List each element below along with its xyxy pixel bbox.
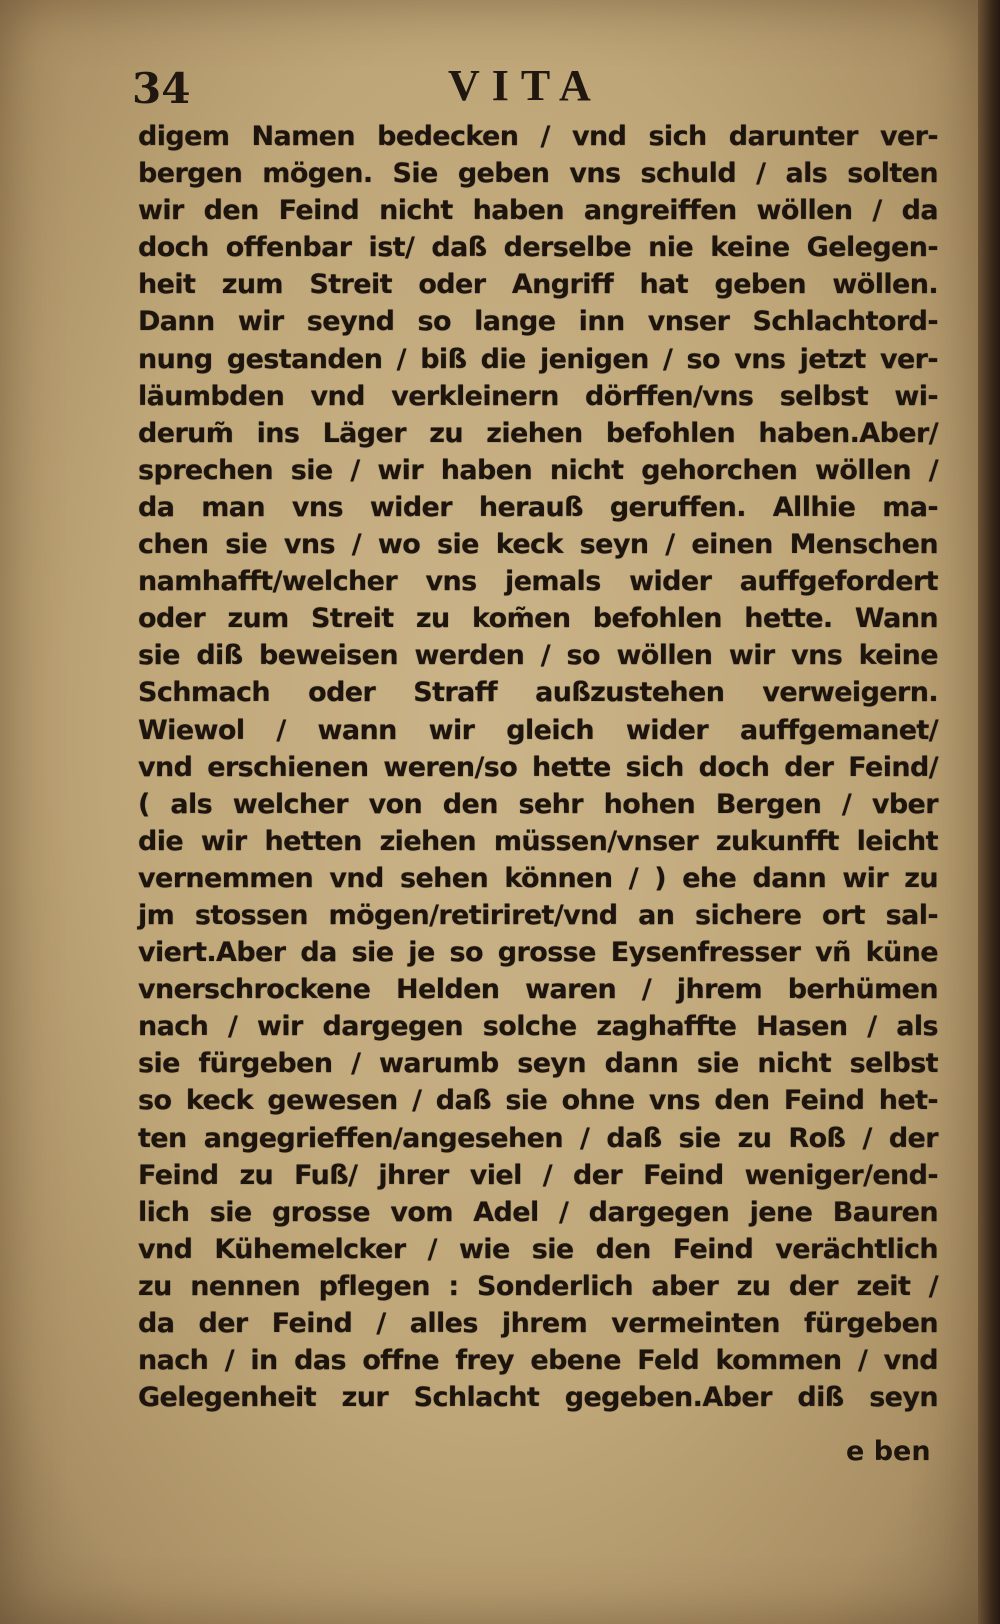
- text-line: da man vns wider herauß geruffen. Allhie ma-: [138, 491, 938, 523]
- text-line: Gelegenheit zur Schlacht gegeben.Aber diß seyn: [138, 1382, 938, 1414]
- text-line: vnd erschienen weren/so hette sich doch der Feind/: [138, 751, 938, 783]
- catchword: e ben: [846, 1436, 931, 1467]
- page-number: 34: [132, 64, 191, 113]
- text-line: Wiewol / wann wir gleich wider auffgemanet/: [138, 714, 938, 746]
- text-line: chen sie vns / wo sie keck seyn / einen Menschen: [138, 529, 938, 561]
- body-text: [138, 118, 938, 1416]
- text-line: oder zum Streit zu kom̃en befohlen hette. Wann: [138, 603, 938, 635]
- text-line: Dann wir seynd so lange inn vnser Schlachtord-: [138, 306, 938, 338]
- text-line: zu nennen pflegen : Sonderlich aber zu der zeit /: [138, 1270, 938, 1302]
- text-line: so keck gewesen / daß sie ohne vns den Feind het-: [138, 1085, 938, 1117]
- page-edge: [978, 0, 1000, 1624]
- text-line: Schmach oder Straff außzustehen verweigern.: [138, 677, 938, 709]
- text-line: sie fürgeben / warumb seyn dann sie nicht selbst: [138, 1048, 938, 1080]
- text-line: namhafft/welcher vns jemals wider auffgefordert: [138, 566, 938, 598]
- text-line: da der Feind / alles jhrem vermeinten fürgeben: [138, 1308, 938, 1339]
- text-line: heit zum Streit oder Angriff hat geben wöllen.: [138, 269, 938, 301]
- text-line: Feind zu Fuß/ jhrer viel / der Feind weniger/end-: [138, 1159, 938, 1191]
- text-line: vnd Kühemelcker / wie sie den Feind verächtlich: [138, 1233, 938, 1265]
- text-line: die wir hetten ziehen müssen/vnser zukunfft leicht: [138, 825, 938, 857]
- text-line: läumbden vnd verkleinern dörffen/vns selbst wi-: [138, 380, 938, 412]
- text-line: lich sie grosse vom Adel / dargegen jene Bauren: [138, 1196, 938, 1228]
- text-line: jm stossen mögen/retiriret/vnd an sichere ort sal-: [138, 899, 938, 931]
- text-line: wir den Feind nicht haben angreiffen wöllen / da: [138, 195, 938, 227]
- text-line: nach / wir dargegen solche zaghaffte Hasen / als: [138, 1011, 938, 1043]
- text-line: bergen mögen. Sie geben vns schuld / als solten: [138, 158, 938, 190]
- text-line: viert.Aber da sie je so grosse Eysenfresser vñ küne: [138, 937, 938, 969]
- page-header: [0, 52, 978, 112]
- text-line: vernemmen vnd sehen können / ) ehe dann wir zu: [138, 862, 938, 894]
- text-line: doch offenbar ist/ daß derselbe nie keine Gelegen-: [138, 232, 938, 264]
- text-line: ( als welcher von den sehr hohen Bergen / vber: [138, 788, 938, 820]
- text-line: ten angegrieffen/angesehen / daß sie zu Roß / der: [138, 1122, 938, 1154]
- text-line: digem Namen bedecken / vnd sich darunter ver-: [138, 121, 938, 152]
- text-line: sprechen sie / wir haben nicht gehorchen wöllen /: [138, 454, 938, 486]
- text-line: nung gestanden / biß die jenigen / so vns jetzt ver-: [138, 343, 938, 375]
- text-line: nach / in das offne frey ebene Feld kommen / vnd: [138, 1345, 938, 1377]
- text-line: sie diß beweisen werden / so wöllen wir vns keine: [138, 640, 938, 672]
- running-title: VITA: [448, 61, 603, 110]
- text-line: derum̃ ins Läger zu ziehen befohlen haben.Aber/: [138, 417, 938, 449]
- text-line: vnerschrockene Helden waren / jhrem berhümen: [138, 974, 938, 1006]
